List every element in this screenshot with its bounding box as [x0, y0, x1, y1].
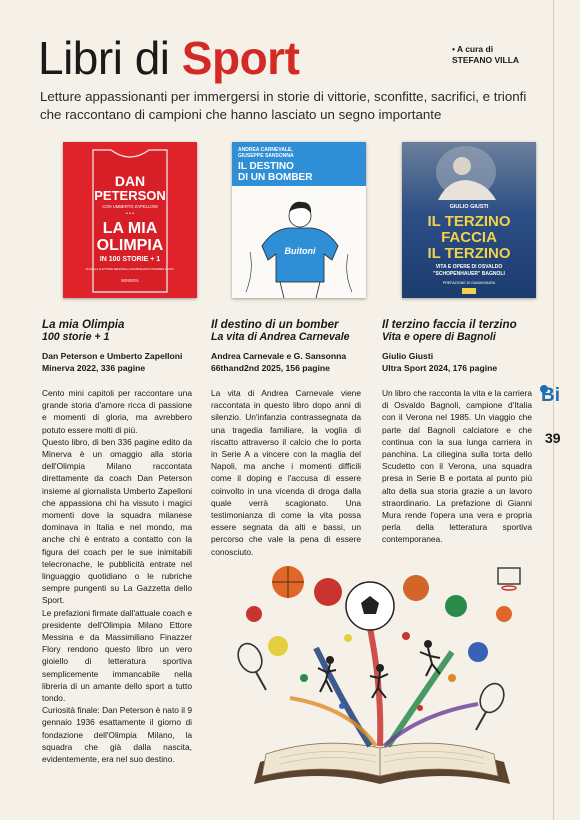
book-sports-art — [220, 548, 540, 798]
curator-name: STEFANO VILLA — [452, 55, 520, 65]
cover2-line4: DI UN BOMBER — [238, 172, 313, 183]
cover2-line5: Buitoni — [284, 246, 316, 256]
page-subtitle: Letture appassionanti per immergersi in storie di vittorie, sconfitte, sacrifici, e trionfi che raccontano di campioni che hanno lasciato un segno importante — [40, 89, 527, 122]
book-authors: Giulio Giusti — [382, 351, 434, 361]
cover1-line8: MINERVA — [121, 278, 139, 283]
book-publisher: 66thand2nd 2025, 156 pagine — [211, 363, 330, 373]
cover1-line6: IN 100 STORIE + 1 — [99, 256, 161, 263]
cover3-line1: GIULIO GIUSTI — [449, 204, 489, 210]
cover2-line1: ANDREA CARNEVALE, — [238, 147, 293, 153]
book-cover-destino-bomber — [232, 142, 366, 298]
book-cover-la-mia-olimpia — [63, 142, 197, 298]
title-plain: Libri di — [38, 32, 182, 84]
magazine-logo — [538, 381, 568, 403]
cover3-line4: IL TERZINO — [427, 245, 511, 262]
book-title: Il terzino faccia il terzino — [382, 318, 517, 331]
cover2-line2: GIUSEPPE SANSONNA — [238, 153, 294, 159]
cover1-line5: OLIMPIA — [96, 237, 164, 254]
cover3-line7: PREFAZIONE DI GIANNI MURA — [442, 281, 496, 285]
book-authors: Dan Peterson e Umberto Zapelloni — [42, 351, 183, 361]
book-title: La mia Olimpia — [42, 318, 125, 331]
curator-credit — [452, 44, 519, 66]
book-review: Cento mini capitoli per raccontare una grande storia d'amore ricca di passione e momenti di gloria, ma avrebbero potuto essere molti di più. Questo libro, di ben 336 pagine edito da Minerva è un omaggio alla storia dell'Olimpia Milano raccontata direttamente da coach Dan Peterson insieme al giornalista Umberto Zapelloni che appassiona chi ha vissuto i magici momenti dove la squadra milanese dominava in Italia e nel mondo, ma anche chi è entrato a contatto con la figura del coach per le sue inimitabili telecronache, le pubblicità entrate nel linguaggio quotidiano o le rubriche sempre pungenti su La Gazzetta dello Sport. Le prefazioni firmate dall'attuale coach e presidente dell'Olimpia Milano Ettore Messina e da Massimiliano Finazzer Flory rendono questo libro un vero gioiello di letteratura sportiva semplicemente immancabile nella libreria di un amante dello sport a tutto tondo. Curiosità finale: Dan Peterson è nato il 9 gennaio 1936 esattamente il giorno di fondazione dell'Olimpia Milano, la squadra che già dalla nascita, evidentemente, era nel suo destino. — [42, 388, 192, 765]
cover1-line2: PETERSON — [94, 188, 166, 203]
book-column-1 — [42, 318, 192, 765]
sports-book-illustration — [220, 548, 540, 798]
magazine-logo-icon — [538, 381, 568, 403]
book-subtitle: La vita di Andrea Carnevale — [211, 331, 350, 343]
margin-rule — [553, 0, 554, 820]
book-subtitle: 100 storie + 1 — [42, 331, 110, 343]
curator-prefix: • A cura di — [452, 44, 494, 54]
cover3-line5: VITA E OPERE DI OSVALDO — [435, 264, 503, 270]
cover-art-olimpia — [63, 142, 197, 298]
book-review: La vita di Andrea Carnevale viene raccontata in questo libro dopo anni di silenzio. Un'infanzia contrassegnata da una tragedia familiare, la voglia di riscatto attraverso il calcio che lo porta in Serie A a vincere con la maglia del Napoli, ma anche i momenti difficili come il doping e l'accusa di essere coinvolto in una vicenda di droga dalla quale verrà scagionato. Una testimonianza di come la vita possa essere segnata da alti e bassi, un percorso che vale la pena di essere conosciuto. — [211, 388, 361, 557]
book-authors: Andrea Carnevale e G. Sansonna — [211, 351, 347, 361]
cover1-line3: CON UMBERTO ZAPELLONI — [102, 204, 158, 209]
book-column-3 — [382, 318, 532, 546]
book-meta — [211, 350, 361, 374]
cover3-line3: FACCIA — [441, 229, 497, 246]
book-subtitle: Vita e opere di Bagnoli — [382, 331, 496, 343]
cover-art-terzino — [402, 142, 536, 298]
book-publisher: Ultra Sport 2024, 176 pagine — [382, 363, 498, 373]
page-number: 39 — [545, 430, 561, 446]
book-meta — [382, 350, 532, 374]
cover3-line6: "SCHOPENHAUER" BAGNOLI — [433, 271, 505, 277]
svg-text:• • •: • • • — [125, 211, 135, 217]
cover1-line4: LA MIA — [102, 220, 158, 237]
book-publisher: Minerva 2022, 336 pagine — [42, 363, 146, 373]
book-cover-terzino — [402, 142, 536, 298]
book-title: Il destino di un bomber — [211, 318, 339, 331]
logo-text: Bi — [541, 385, 560, 403]
book-review: Un libro che racconta la vita e la carriera di Osvaldo Bagnoli, campione d'Italia con il Verona nel 1985. Un viaggio che parte dal Bagnoli calciatore e che continua con la sua lunga carriera in panchina. La ciliegina sulla torta dello Scudetto con il Verona, una squadra presa in Serie B e portata al punto più alto della sua storia grazie a un lavoro straordinario. La prefazione di Gianni Mura rende l'opera una vera e propria perla della letteratura sportiva contemporanea. — [382, 388, 532, 545]
cover3-line2: IL TERZINO — [427, 213, 511, 230]
cover-art-bomber — [232, 142, 366, 298]
page-title — [38, 32, 299, 84]
cover1-line7: Prefazioni di ETTORE MESSINA e MASSIMILIANO FINAZZER FLORY — [85, 267, 175, 271]
book-column-2 — [211, 318, 361, 558]
title-accent: Sport — [181, 32, 300, 84]
cover1-line1: DAN — [114, 173, 146, 189]
cover2-line3: IL DESTINO — [238, 161, 294, 172]
book-meta — [42, 350, 192, 374]
